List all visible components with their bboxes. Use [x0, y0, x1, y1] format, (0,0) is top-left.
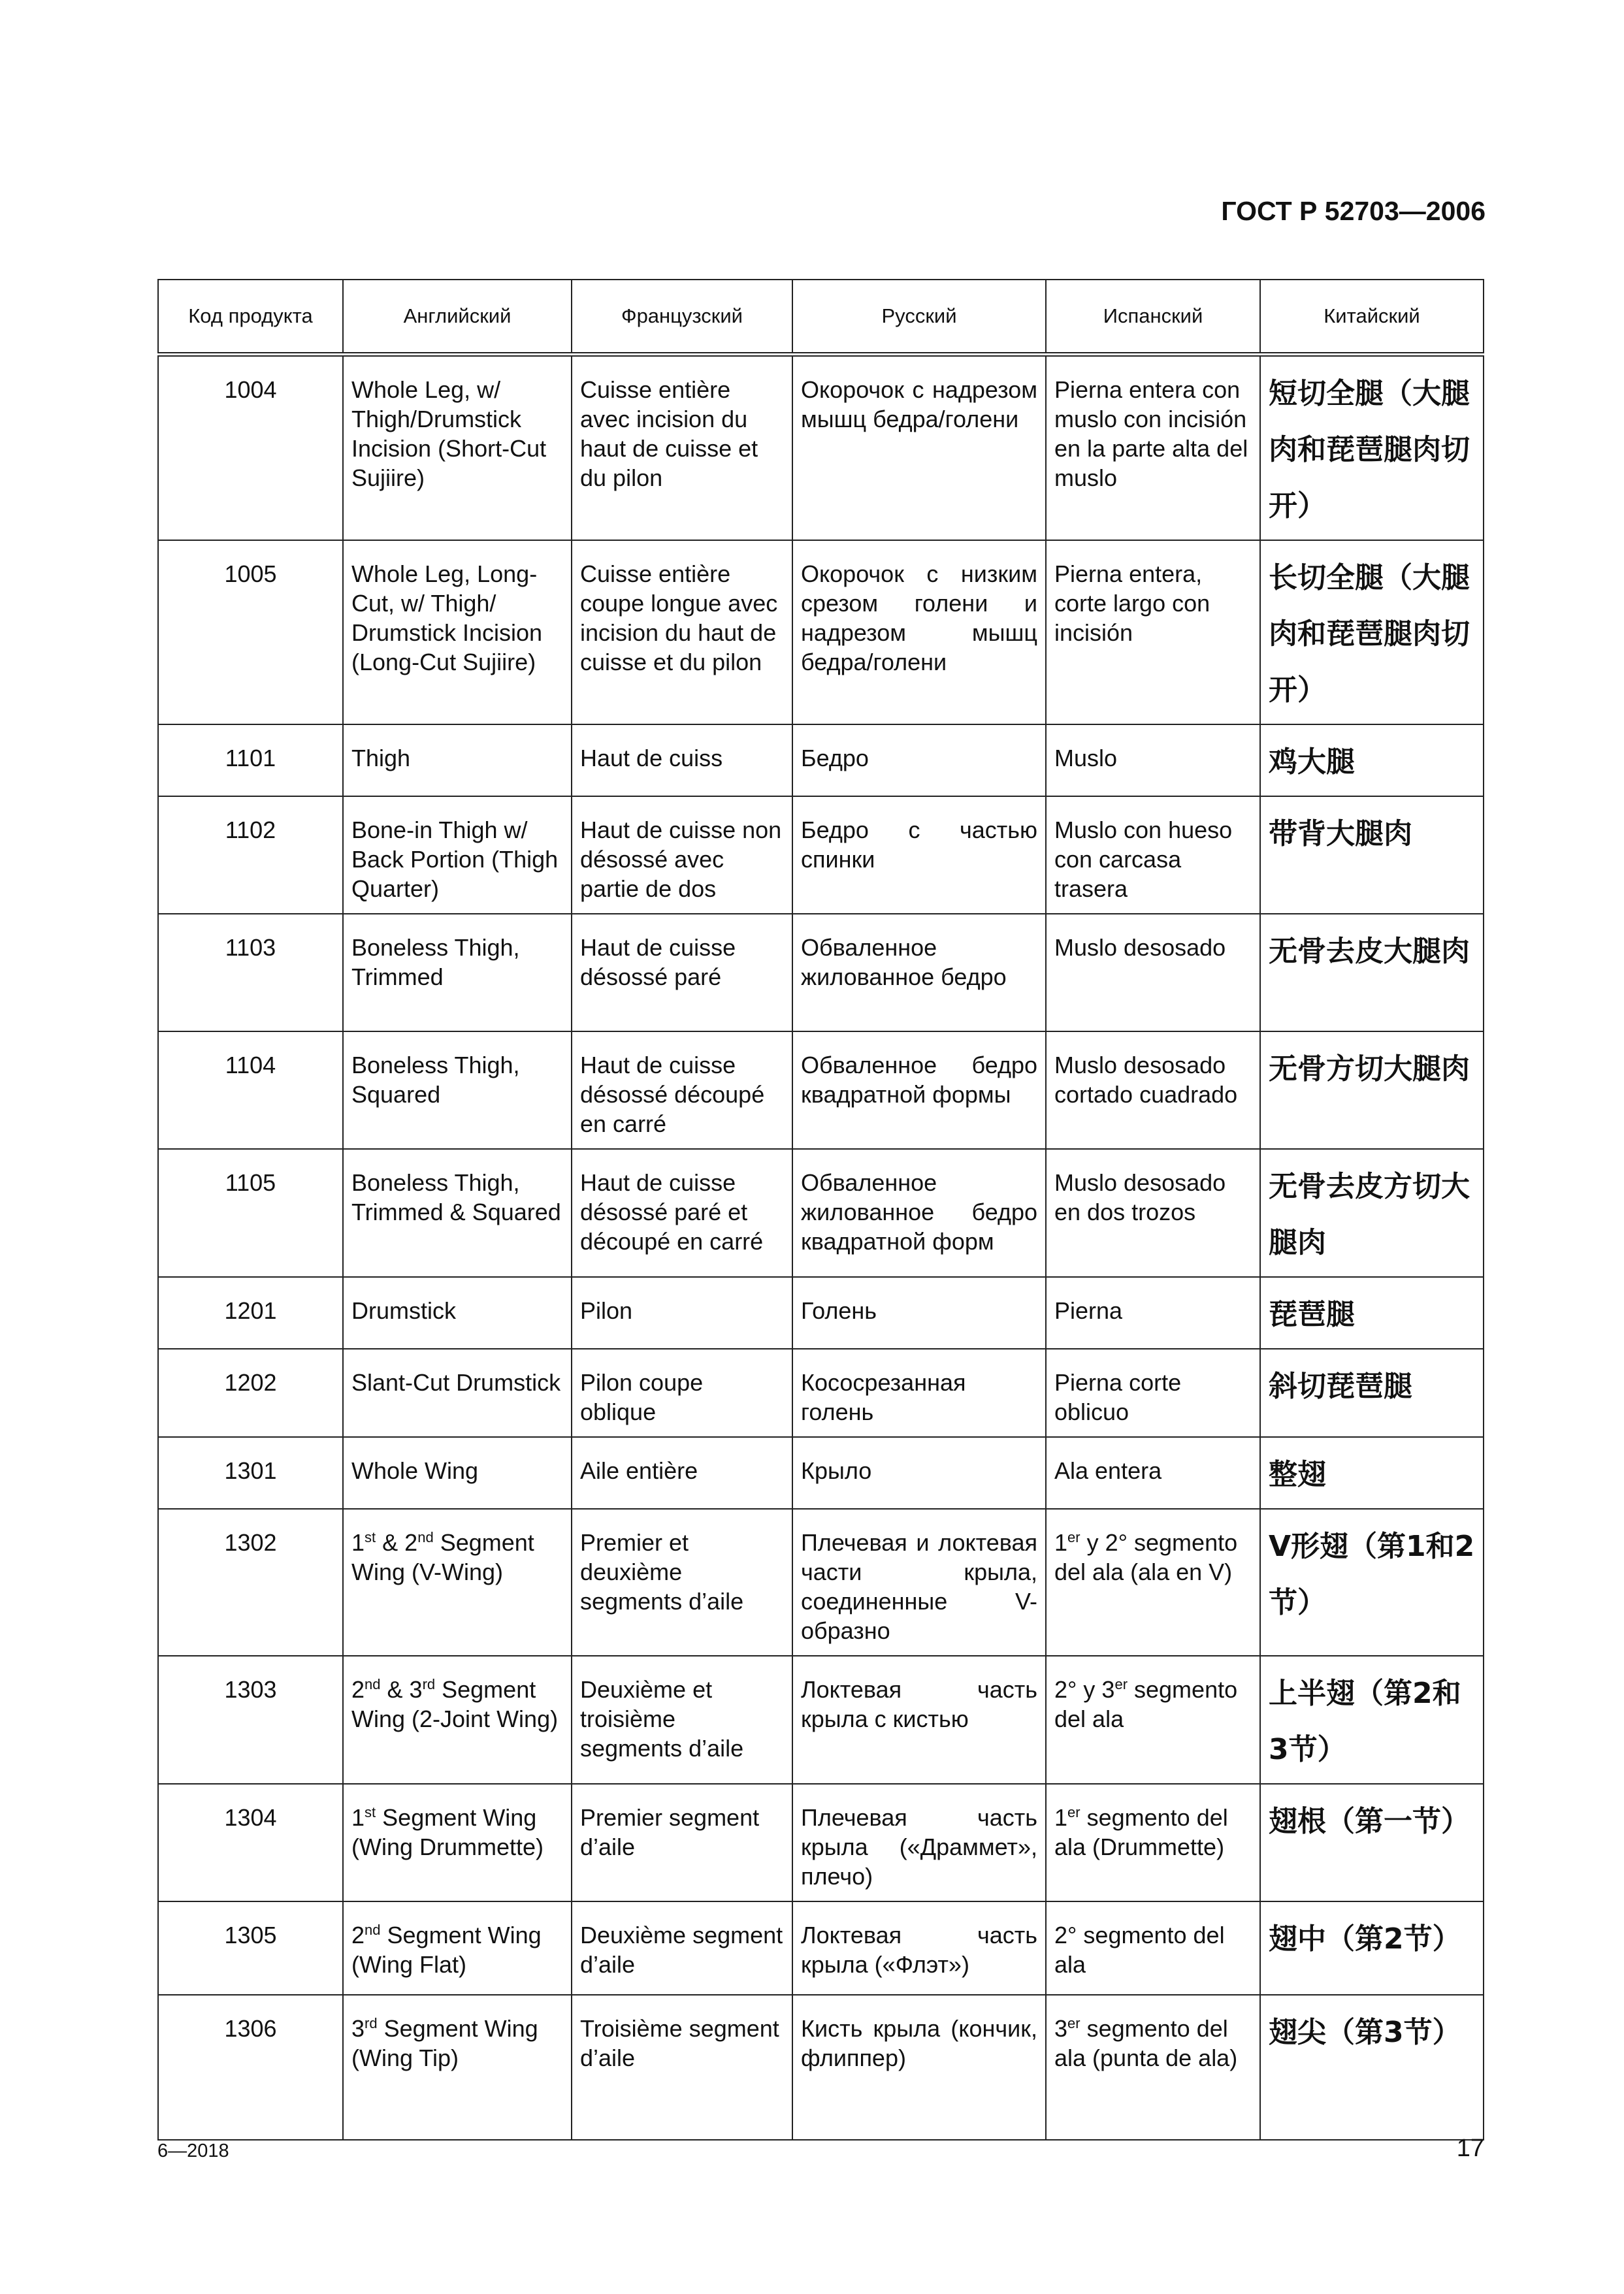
- cell-french: Cuisse entière coupe longue avec incision du haut de cuisse et du pilon: [572, 540, 792, 724]
- table-header-row: [158, 280, 1484, 355]
- cell-french: Haut de cuisse désossé paré et découpé en carré: [572, 1149, 792, 1277]
- cell-russian: Бедро с частью спинки: [792, 796, 1046, 914]
- cell-spanish: Pierna entera con muslo con incisión en la parte alta del muslo: [1046, 355, 1260, 541]
- table-row: [158, 1901, 1484, 1995]
- cell-code: 1005: [158, 540, 343, 724]
- cell-code: 1305: [158, 1901, 343, 1995]
- cell-english: Drumstick: [343, 1277, 572, 1349]
- cell-code: 1104: [158, 1031, 343, 1149]
- table-row: [158, 796, 1484, 914]
- table-row: [158, 540, 1484, 724]
- cell-russian: Крыло: [792, 1437, 1046, 1509]
- cell-french: Haut de cuisse désossé paré: [572, 914, 792, 1031]
- table-row: [158, 1995, 1484, 2140]
- column-header-english: Английский: [343, 280, 572, 355]
- cell-chinese: 短切全腿（大腿肉和琵琶腿肉切开）: [1260, 355, 1484, 541]
- cell-spanish: 1er y 2° segmento del ala (ala en V): [1046, 1509, 1260, 1656]
- cell-code: 1004: [158, 355, 343, 541]
- cell-spanish: Muslo desosado cortado cuadrado: [1046, 1031, 1260, 1149]
- cell-french: Haut de cuiss: [572, 724, 792, 796]
- page-number: 17: [1456, 2135, 1484, 2162]
- cell-english: 1st & 2nd Segment Wing (V-Wing): [343, 1509, 572, 1656]
- cell-code: 1306: [158, 1995, 343, 2140]
- cell-code: 1302: [158, 1509, 343, 1656]
- cell-spanish: 2° y 3er segmento del ala: [1046, 1656, 1260, 1784]
- cell-english: Whole Leg, w/ Thigh/Drumstick Incision (Short-Cut Sujiire): [343, 355, 572, 541]
- cell-french: Pilon: [572, 1277, 792, 1349]
- table-row: [158, 1509, 1484, 1656]
- cell-code: 1103: [158, 914, 343, 1031]
- cell-english: Boneless Thigh, Trimmed & Squared: [343, 1149, 572, 1277]
- cell-spanish: Muslo con hueso con carcasa trasera: [1046, 796, 1260, 914]
- table-row: [158, 1031, 1484, 1149]
- cell-russian: Окорочок с надрезом мышц бедра/голени: [792, 355, 1046, 541]
- cell-chinese: 翅中（第2节）: [1260, 1901, 1484, 1995]
- print-code: 6—2018: [157, 2141, 229, 2161]
- cell-code: 1105: [158, 1149, 343, 1277]
- cell-code: 1102: [158, 796, 343, 914]
- cell-chinese: 鸡大腿: [1260, 724, 1484, 796]
- cell-english: Bone-in Thigh w/ Back Portion (Thigh Quarter): [343, 796, 572, 914]
- cell-french: Cuisse entière avec incision du haut de cuisse et du pilon: [572, 355, 792, 541]
- table-body: [158, 355, 1484, 2141]
- table-row: [158, 1437, 1484, 1509]
- cell-chinese: 无骨去皮方切大腿肉: [1260, 1149, 1484, 1277]
- cell-french: Pilon coupe oblique: [572, 1349, 792, 1437]
- column-header-russian: Русский: [792, 280, 1046, 355]
- cell-english: 2nd Segment Wing (Wing Flat): [343, 1901, 572, 1995]
- cell-english: Slant-Cut Drumstick: [343, 1349, 572, 1437]
- cell-english: Whole Leg, Long-Cut, w/ Thigh/ Drumstick Incision (Long-Cut Sujiire): [343, 540, 572, 724]
- cell-chinese: 无骨方切大腿肉: [1260, 1031, 1484, 1149]
- cell-french: Troisième segment d’aile: [572, 1995, 792, 2140]
- cell-russian: Плечевая часть крыла («Драммет», плечо): [792, 1784, 1046, 1901]
- cell-russian: Плечевая и локтевая части крыла, соединенные V-образно: [792, 1509, 1046, 1656]
- table-row: [158, 355, 1484, 541]
- cell-spanish: Pierna entera, corte largo con incisión: [1046, 540, 1260, 724]
- cell-spanish: Muslo desosado en dos trozos: [1046, 1149, 1260, 1277]
- cell-french: Deuxième et troisième segments d’aile: [572, 1656, 792, 1784]
- cell-chinese: 上半翅（第2和3节）: [1260, 1656, 1484, 1784]
- cell-chinese: V形翅（第1和2节）: [1260, 1509, 1484, 1656]
- cell-russian: Локтевая часть крыла («Флэт»): [792, 1901, 1046, 1995]
- column-header-french: Французский: [572, 280, 792, 355]
- column-header-spanish: Испанский: [1046, 280, 1260, 355]
- cell-code: 1101: [158, 724, 343, 796]
- table-row: [158, 724, 1484, 796]
- cell-spanish: 3er segmento del ala (punta de ala): [1046, 1995, 1260, 2140]
- cell-english: Boneless Thigh, Squared: [343, 1031, 572, 1149]
- cell-russian: Бедро: [792, 724, 1046, 796]
- cell-russian: Обваленное бедро квадратной формы: [792, 1031, 1046, 1149]
- cell-french: Premier et deuxième segments d’aile: [572, 1509, 792, 1656]
- table-row: [158, 1656, 1484, 1784]
- cell-spanish: Pierna corte oblicuo: [1046, 1349, 1260, 1437]
- cell-french: Deuxième segment d’aile: [572, 1901, 792, 1995]
- cell-code: 1304: [158, 1784, 343, 1901]
- table-row: [158, 914, 1484, 1031]
- table-row: [158, 1149, 1484, 1277]
- cell-english: Whole Wing: [343, 1437, 572, 1509]
- cell-chinese: 无骨去皮大腿肉: [1260, 914, 1484, 1031]
- column-header-code: Код продукта: [158, 280, 343, 355]
- cell-russian: Окорочок с низким срезом голени и надрезом мышц бедра/голени: [792, 540, 1046, 724]
- cell-french: Haut de cuisse désossé découpé en carré: [572, 1031, 792, 1149]
- cell-english: 3rd Segment Wing (Wing Tip): [343, 1995, 572, 2140]
- terminology-table: [157, 279, 1484, 2141]
- terminology-table-container: [157, 279, 1483, 2141]
- cell-chinese: 长切全腿（大腿肉和琵琶腿肉切开）: [1260, 540, 1484, 724]
- cell-russian: Обваленное жилованное бедро квадратной форм: [792, 1149, 1046, 1277]
- cell-russian: Кососрезанная голень: [792, 1349, 1046, 1437]
- cell-french: Premier segment d’aile: [572, 1784, 792, 1901]
- cell-english: 2nd & 3rd Segment Wing (2-Joint Wing): [343, 1656, 572, 1784]
- table-row: [158, 1277, 1484, 1349]
- cell-english: 1st Segment Wing (Wing Drummette): [343, 1784, 572, 1901]
- cell-spanish: 1er segmento del ala (Drummette): [1046, 1784, 1260, 1901]
- table-row: [158, 1349, 1484, 1437]
- cell-code: 1202: [158, 1349, 343, 1437]
- table-row: [158, 1784, 1484, 1901]
- cell-code: 1301: [158, 1437, 343, 1509]
- cell-russian: Голень: [792, 1277, 1046, 1349]
- cell-spanish: Pierna: [1046, 1277, 1260, 1349]
- cell-code: 1201: [158, 1277, 343, 1349]
- cell-russian: Обваленное жилованное бедро: [792, 914, 1046, 1031]
- cell-english: Thigh: [343, 724, 572, 796]
- cell-russian: Локтевая часть крыла с кистью: [792, 1656, 1046, 1784]
- cell-chinese: 斜切琵琶腿: [1260, 1349, 1484, 1437]
- cell-chinese: 翅根（第一节）: [1260, 1784, 1484, 1901]
- cell-code: 1303: [158, 1656, 343, 1784]
- cell-chinese: 琵琶腿: [1260, 1277, 1484, 1349]
- cell-spanish: Muslo: [1046, 724, 1260, 796]
- cell-french: Haut de cuisse non désossé avec partie de dos: [572, 796, 792, 914]
- document-code: ГОСТ Р 52703—2006: [1221, 196, 1486, 226]
- cell-english: Boneless Thigh, Trimmed: [343, 914, 572, 1031]
- cell-chinese: 翅尖（第3节）: [1260, 1995, 1484, 2140]
- cell-russian: Кисть крыла (кончик, флиппер): [792, 1995, 1046, 2140]
- column-header-chinese: Китайский: [1260, 280, 1484, 355]
- cell-spanish: 2° segmento del ala: [1046, 1901, 1260, 1995]
- cell-chinese: 带背大腿肉: [1260, 796, 1484, 914]
- cell-spanish: Ala entera: [1046, 1437, 1260, 1509]
- cell-spanish: Muslo desosado: [1046, 914, 1260, 1031]
- cell-chinese: 整翅: [1260, 1437, 1484, 1509]
- cell-french: Aile entière: [572, 1437, 792, 1509]
